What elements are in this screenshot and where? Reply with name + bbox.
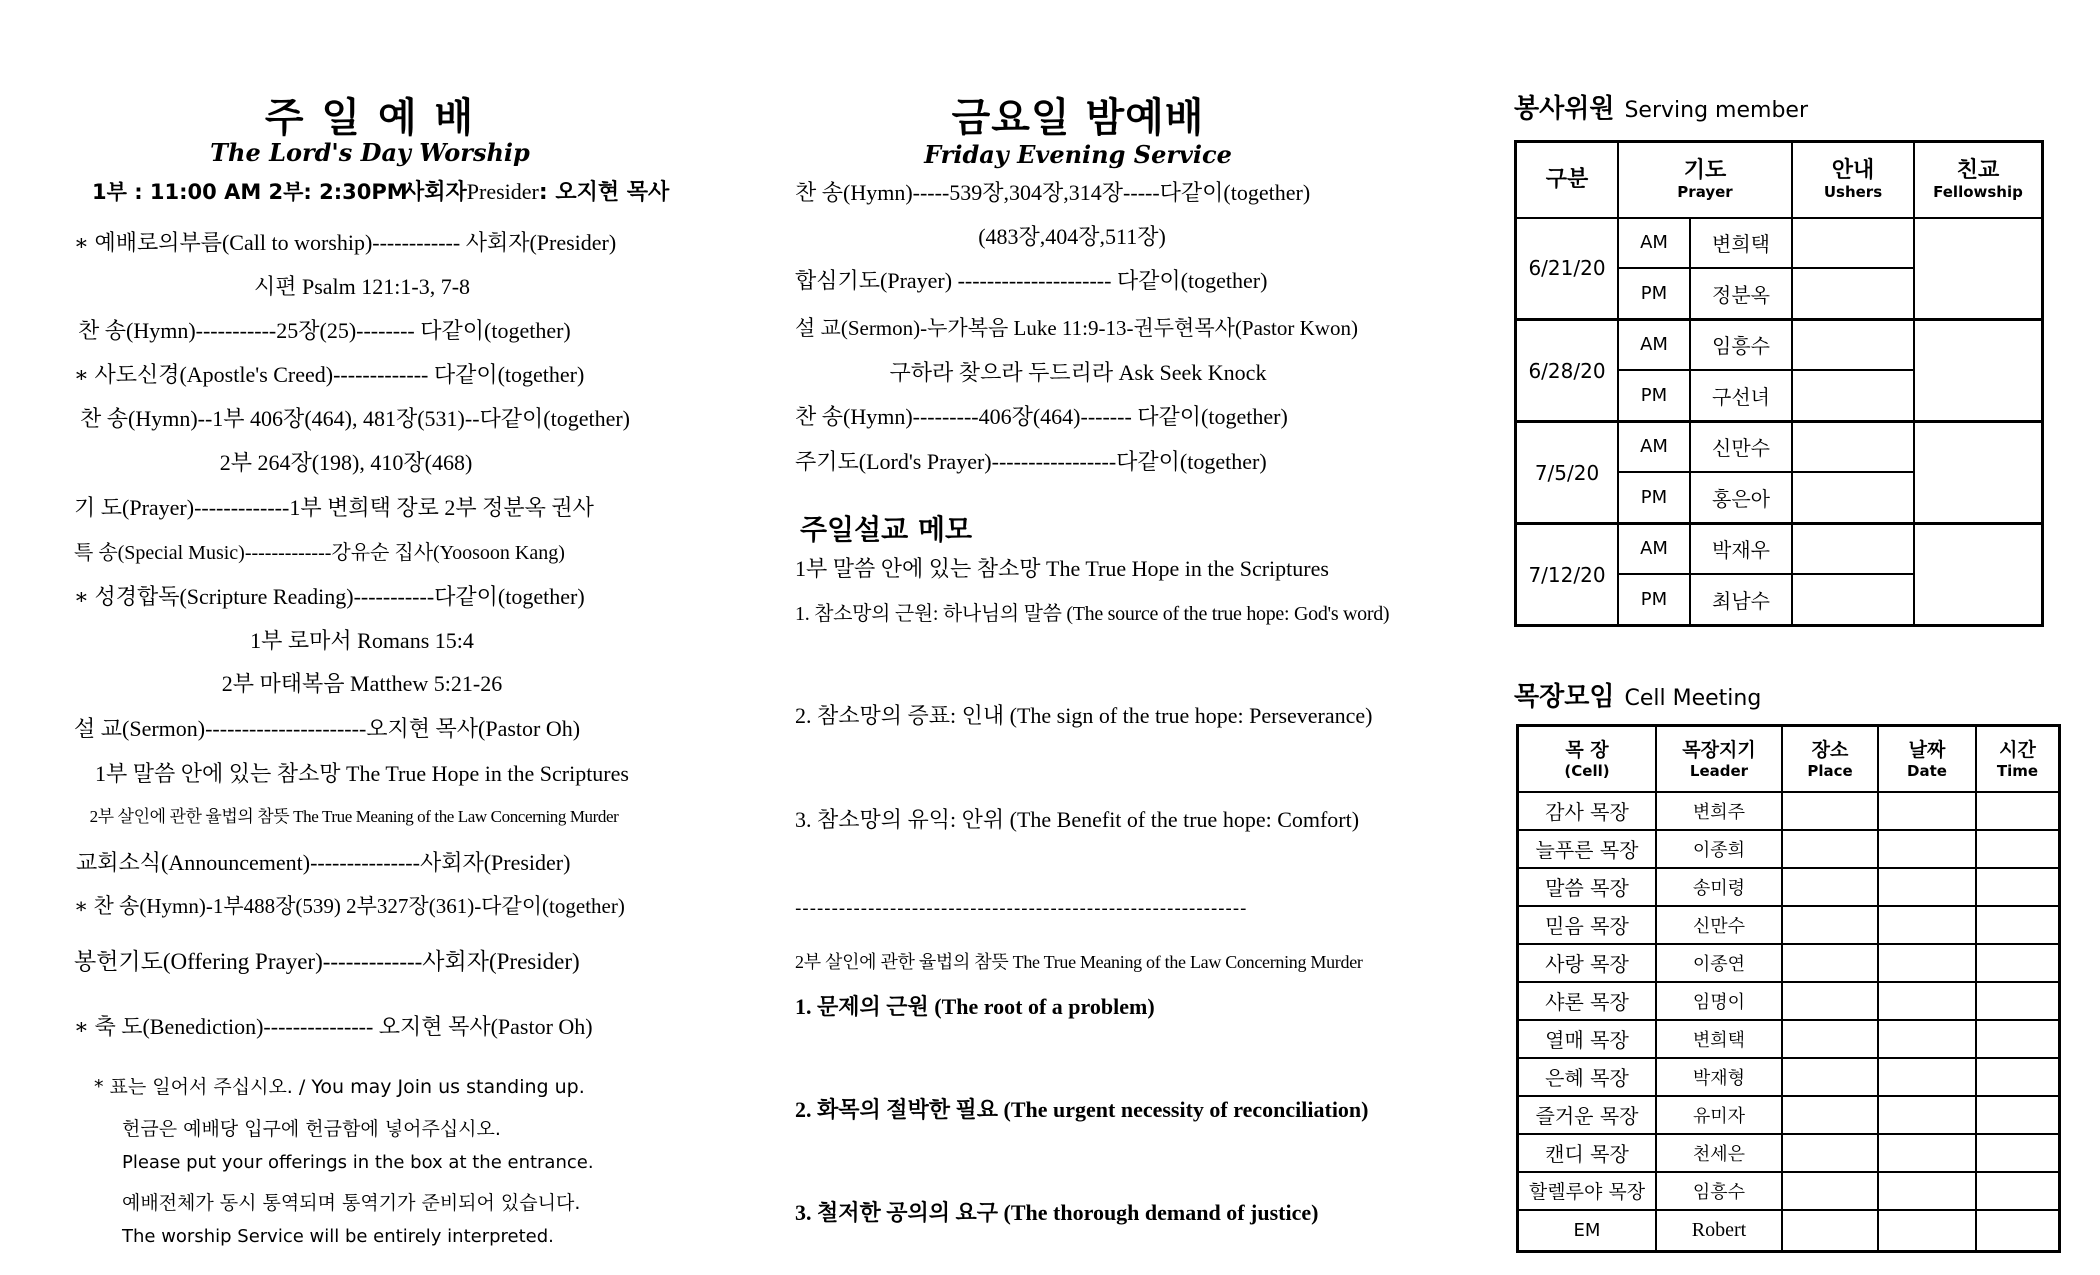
cell-name: 샤론 목장 xyxy=(1518,982,1657,1020)
header-ushers xyxy=(1792,142,1914,218)
presider-info xyxy=(403,175,669,206)
cell-leader: 임흥수 xyxy=(1656,1172,1782,1210)
serving-row xyxy=(1516,218,2043,268)
cell-date xyxy=(1878,792,1976,830)
serving-usher-cell xyxy=(1792,422,1914,472)
note-offering-ko: 헌금은 예배당 입구에 헌금함에 넣어주십시오. xyxy=(122,1118,501,1140)
cell-title-ko: 목장모임 xyxy=(1514,682,1615,712)
cell-name: 말씀 목장 xyxy=(1518,868,1657,906)
friday-lords-prayer: 주기도(Lord's Prayer)-----------------다같이(together) xyxy=(795,449,1267,474)
cell-row xyxy=(1518,792,2060,830)
cell-time xyxy=(1976,1020,2060,1058)
header-place xyxy=(1782,726,1878,792)
cell-leader: 유미자 xyxy=(1656,1096,1782,1134)
presider-name: : 오지현 목사 xyxy=(538,180,670,205)
order-call-to-worship: ∗ 예배로의부름(Call to worship)------------ 사회자(Presider) xyxy=(74,230,617,255)
cell-leader: 신만수 xyxy=(1656,906,1782,944)
serving-usher-cell xyxy=(1792,370,1914,422)
note-standing: * 표는 일어서 주십시오. / You may Join us standing up. xyxy=(94,1076,585,1098)
memo-part2-point3: 3. 철저한 공의의 요구 (The thorough demand of justice) xyxy=(795,1200,1319,1225)
presider-prefix: 사회자 xyxy=(403,180,467,205)
cell-name: 사랑 목장 xyxy=(1518,944,1657,982)
cell-leader: 박재형 xyxy=(1656,1058,1782,1096)
header-category-label: 구분 xyxy=(1545,166,1589,192)
serving-prayer-name: 최남수 xyxy=(1690,574,1792,626)
header-fellowship xyxy=(1914,142,2043,218)
cell-row xyxy=(1518,868,2060,906)
header-date xyxy=(1878,726,1976,792)
order-prayer: 기 도(Prayer)-------------1부 변희택 장로 2부 정분옥 권사 xyxy=(74,495,594,520)
order-scripture: ∗ 성경합독(Scripture Reading)-----------다같이(together) xyxy=(74,584,585,609)
serving-date: 7/5/20 xyxy=(1516,422,1619,524)
cell-date xyxy=(1878,982,1976,1020)
cell-place xyxy=(1782,1058,1878,1096)
cell-date xyxy=(1878,830,1976,868)
cell-place xyxy=(1782,906,1878,944)
header-place-ko: 장소 xyxy=(1811,738,1849,761)
cell-place xyxy=(1782,868,1878,906)
serving-row xyxy=(1516,524,2043,574)
memo-part1-point2: 2. 참소망의 증표: 인내 (The sign of the true hope: Perseverance) xyxy=(795,703,1373,728)
cell-leader: 변희주 xyxy=(1656,792,1782,830)
serving-prayer-name: 박재우 xyxy=(1690,524,1792,574)
cell-time xyxy=(1976,1210,2060,1252)
cell-date xyxy=(1878,1020,1976,1058)
cell-place xyxy=(1782,1134,1878,1172)
cell-time xyxy=(1976,982,2060,1020)
header-cell xyxy=(1518,726,1657,792)
cell-name: 즐거운 목장 xyxy=(1518,1096,1657,1134)
cell-heading xyxy=(1514,676,1761,713)
presider-label: Presider xyxy=(466,179,539,204)
cell-name: 감사 목장 xyxy=(1518,792,1657,830)
header-ushers-en: Ushers xyxy=(1823,182,1883,201)
friday-hymn-2: 찬 송(Hymn)---------406장(464)------- 다같이(together) xyxy=(795,404,1288,429)
memo-part2-point1: 1. 문제의 근원 (The root of a problem) xyxy=(795,994,1155,1019)
cell-place xyxy=(1782,830,1878,868)
order-psalm: 시편 Psalm 121:1-3, 7-8 xyxy=(253,274,471,299)
cell-title-en: Cell Meeting xyxy=(1624,686,1762,711)
header-date-ko: 날짜 xyxy=(1908,738,1946,761)
serving-row xyxy=(1516,422,2043,472)
cell-leader: 이종희 xyxy=(1656,830,1782,868)
cell-place xyxy=(1782,1096,1878,1134)
cell-place xyxy=(1782,944,1878,982)
header-fellowship-en: Fellowship xyxy=(1933,182,2023,201)
friday-sermon-title: 구하라 찾으라 두드리라 Ask Seek Knock xyxy=(889,360,1267,385)
serving-slot: PM xyxy=(1618,268,1690,320)
cell-name: 믿음 목장 xyxy=(1518,906,1657,944)
cell-name: 할렐루야 목장 xyxy=(1518,1172,1657,1210)
serving-slot: PM xyxy=(1618,574,1690,626)
cell-row xyxy=(1518,906,2060,944)
order-sermon: 설 교(Sermon)----------------------오지현 목사(Pastor Oh) xyxy=(74,716,581,741)
cell-time xyxy=(1976,1058,2060,1096)
serving-fellowship-cell xyxy=(1914,422,2043,524)
order-hymn-2b: 2부 264장(198), 410장(468) xyxy=(219,450,473,475)
cell-row xyxy=(1518,1096,2060,1134)
serving-fellowship-cell xyxy=(1914,218,2043,320)
friday-hymn: 찬 송(Hymn)-----539장,304장,314장-----다같이(together) xyxy=(795,180,1311,205)
cell-name: EM xyxy=(1518,1210,1657,1252)
cell-time xyxy=(1976,792,2060,830)
header-prayer xyxy=(1618,142,1792,218)
serving-fellowship-cell xyxy=(1914,524,2043,626)
service-times: 1부 : 11:00 AM 2부: 2:30PM xyxy=(92,180,408,204)
serving-prayer-name: 신만수 xyxy=(1690,422,1792,472)
serving-slot: AM xyxy=(1618,320,1690,370)
cell-date xyxy=(1878,1134,1976,1172)
header-fellowship-ko: 친교 xyxy=(1956,157,2000,183)
serving-header-row xyxy=(1516,142,2043,218)
serving-heading xyxy=(1514,88,1808,125)
friday-title: 금요일 밤예배 xyxy=(951,95,1205,141)
cell-date xyxy=(1878,868,1976,906)
cell-name: 늘푸른 목장 xyxy=(1518,830,1657,868)
serving-usher-cell xyxy=(1792,574,1914,626)
order-benediction: ∗ 축 도(Benediction)--------------- 오지현 목사(Pastor Oh) xyxy=(74,1014,593,1039)
cell-name: 캔디 목장 xyxy=(1518,1134,1657,1172)
order-sermon-2: 2부 살인에 관한 율법의 참뜻 The True Meaning of the Law Concerning Murder xyxy=(89,807,619,826)
note-interpret-en: The worship Service will be entirely interpreted. xyxy=(122,1226,554,1247)
cell-time xyxy=(1976,906,2060,944)
order-offering: 봉헌기도(Offering Prayer)-------------사회자(Presider) xyxy=(74,949,580,974)
order-scripture-1: 1부 로마서 Romans 15:4 xyxy=(250,628,474,653)
serving-date: 7/12/20 xyxy=(1516,524,1619,626)
cell-header-row xyxy=(1518,726,2060,792)
serving-prayer-name: 홍은아 xyxy=(1690,472,1792,524)
cell-row xyxy=(1518,1134,2060,1172)
memo-part2-title: 2부 살인에 관한 율법의 참뜻 The True Meaning of the Law Concerning Murder xyxy=(795,952,1363,972)
order-scripture-2: 2부 마태복음 Matthew 5:21-26 xyxy=(221,671,503,696)
serving-usher-cell xyxy=(1792,472,1914,524)
cell-date xyxy=(1878,1210,1976,1252)
cell-place xyxy=(1782,1020,1878,1058)
serving-prayer-name: 구선녀 xyxy=(1690,370,1792,422)
header-time-en: Time xyxy=(1996,761,2039,780)
sunday-title: 주 일 예 배 xyxy=(264,95,476,141)
cell-leader: 변희택 xyxy=(1656,1020,1782,1058)
order-creed: ∗ 사도신경(Apostle's Creed)------------- 다같이(together) xyxy=(74,362,585,387)
serving-date: 6/21/20 xyxy=(1516,218,1619,320)
cell-row xyxy=(1518,944,2060,982)
serving-prayer-name: 변희택 xyxy=(1690,218,1792,268)
cell-row xyxy=(1518,1058,2060,1096)
header-prayer-en: Prayer xyxy=(1677,182,1733,201)
serving-title-ko: 봉사위원 xyxy=(1514,94,1615,124)
memo-part1-point3: 3. 참소망의 유익: 안위 (The Benefit of the true hope: Comfort) xyxy=(795,807,1360,832)
cell-leader: 이종연 xyxy=(1656,944,1782,982)
serving-table xyxy=(1514,140,2044,627)
memo-title: 주일설교 메모 xyxy=(800,513,973,546)
cell-leader: 송미령 xyxy=(1656,868,1782,906)
order-sermon-1: 1부 말씀 안에 있는 참소망 The True Hope in the Scriptures xyxy=(95,761,629,786)
header-time xyxy=(1976,726,2060,792)
note-offering-en: Please put your offerings in the box at the entrance. xyxy=(122,1152,594,1173)
cell-name: 열매 목장 xyxy=(1518,1020,1657,1058)
cell-leader: 천세은 xyxy=(1656,1134,1782,1172)
serving-usher-cell xyxy=(1792,268,1914,320)
serving-slot: AM xyxy=(1618,524,1690,574)
cell-date xyxy=(1878,1096,1976,1134)
cell-time xyxy=(1976,1096,2060,1134)
cell-row xyxy=(1518,1210,2060,1252)
cell-date xyxy=(1878,906,1976,944)
cell-date xyxy=(1878,944,1976,982)
cell-leader: Robert xyxy=(1656,1210,1782,1252)
serving-usher-cell xyxy=(1792,524,1914,574)
order-special-music: 특 송(Special Music)-------------강유순 집사(Yoosoon Kang) xyxy=(74,542,565,564)
friday-hymn-b: (483장,404장,511장) xyxy=(978,224,1166,249)
serving-usher-cell xyxy=(1792,218,1914,268)
note-interpret-ko: 예배전체가 동시 통역되며 통역기가 준비되어 있습니다. xyxy=(122,1192,581,1214)
memo-part1-point1: 1. 참소망의 근원: 하나님의 말씀 (The source of the true hope: God's word) xyxy=(795,603,1390,625)
memo-part1-title: 1부 말씀 안에 있는 참소망 The True Hope in the Scriptures xyxy=(795,556,1329,581)
cell-row xyxy=(1518,1172,2060,1210)
header-date-en: Date xyxy=(1907,761,1947,780)
friday-sermon: 설 교(Sermon)-누가복음 Luke 11:9-13-권두현목사(Pastor Kwon) xyxy=(795,316,1358,340)
header-leader-ko: 목장지기 xyxy=(1682,738,1756,761)
serving-slot: PM xyxy=(1618,472,1690,524)
header-prayer-ko: 기도 xyxy=(1683,157,1727,183)
header-cell-en: (Cell) xyxy=(1564,761,1610,780)
header-cell-ko: 목 장 xyxy=(1565,738,1609,761)
serving-prayer-name: 임흥수 xyxy=(1690,320,1792,370)
memo-part2-point2: 2. 화목의 절박한 필요 (The urgent necessity of reconciliation) xyxy=(795,1097,1369,1122)
serving-slot: PM xyxy=(1618,370,1690,422)
header-leader xyxy=(1656,726,1782,792)
memo-divider: -------------------------------------------------------------- xyxy=(795,898,1248,919)
friday-prayer: 합심기도(Prayer) --------------------- 다같이(together) xyxy=(795,268,1268,293)
serving-usher-cell xyxy=(1792,320,1914,370)
cell-date xyxy=(1878,1172,1976,1210)
header-category xyxy=(1516,142,1619,218)
cell-time xyxy=(1976,1172,2060,1210)
order-hymn-1: 찬 송(Hymn)-----------25장(25)-------- 다같이(together) xyxy=(78,318,571,343)
cell-time xyxy=(1976,830,2060,868)
order-announcement: 교회소식(Announcement)---------------사회자(Presider) xyxy=(76,850,571,875)
cell-place xyxy=(1782,792,1878,830)
serving-row xyxy=(1516,320,2043,370)
cell-time xyxy=(1976,868,2060,906)
order-hymn-2: 찬 송(Hymn)--1부 406장(464), 481장(531)--다같이(together) xyxy=(80,406,631,431)
serving-prayer-name: 정분옥 xyxy=(1690,268,1792,320)
cell-date xyxy=(1878,1058,1976,1096)
cell-row xyxy=(1518,1020,2060,1058)
cell-place xyxy=(1782,982,1878,1020)
cell-row xyxy=(1518,830,2060,868)
cell-row xyxy=(1518,982,2060,1020)
friday-subtitle: Friday Evening Service xyxy=(924,140,1232,169)
header-place-en: Place xyxy=(1807,761,1853,780)
header-time-ko: 시간 xyxy=(1999,738,2036,761)
cell-time xyxy=(1976,944,2060,982)
cell-name: 은혜 목장 xyxy=(1518,1058,1657,1096)
sunday-subtitle: The Lord's Day Worship xyxy=(210,138,530,167)
serving-slot: AM xyxy=(1618,218,1690,268)
cell-time xyxy=(1976,1134,2060,1172)
serving-fellowship-cell xyxy=(1914,320,2043,422)
header-ushers-ko: 안내 xyxy=(1831,157,1875,183)
cell-place xyxy=(1782,1172,1878,1210)
cell-place xyxy=(1782,1210,1878,1252)
serving-date: 6/28/20 xyxy=(1516,320,1619,422)
order-hymn-3: ∗ 찬 송(Hymn)-1부488장(539) 2부327장(361)-다같이(together) xyxy=(74,894,625,918)
cell-leader: 임명이 xyxy=(1656,982,1782,1020)
cell-table xyxy=(1516,724,2061,1253)
header-leader-en: Leader xyxy=(1689,761,1749,780)
serving-title-en: Serving member xyxy=(1624,98,1808,123)
serving-slot: AM xyxy=(1618,422,1690,472)
